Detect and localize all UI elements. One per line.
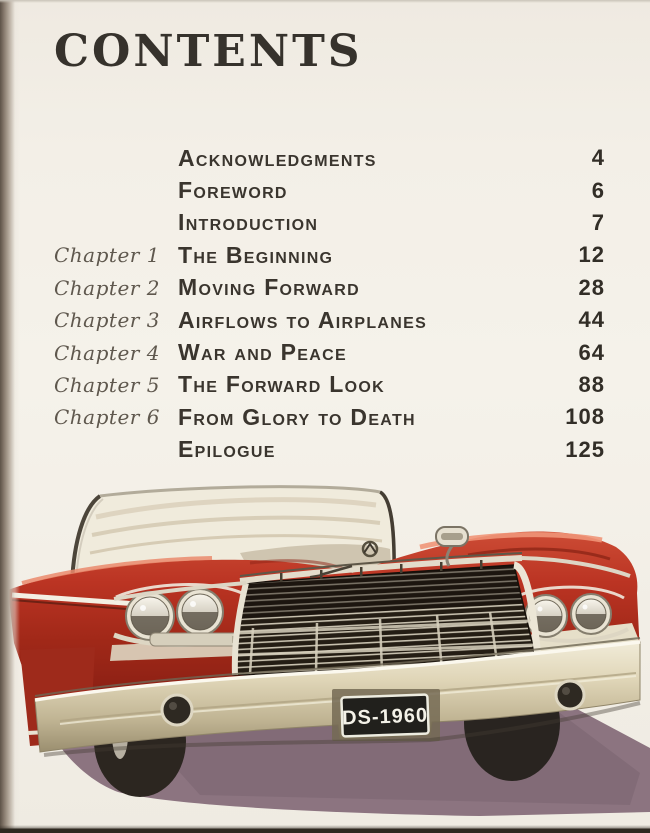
book-spine-shadow	[0, 0, 20, 833]
toc-chapter-label: Chapter 5	[54, 372, 160, 397]
left-parking-lamp	[162, 695, 192, 725]
toc-row	[54, 401, 605, 433]
toc-row	[54, 207, 605, 239]
toc-page-number: 6	[591, 177, 605, 203]
toc-page-number: 7	[591, 209, 605, 235]
toc-chapter-label: Chapter 4	[54, 340, 160, 365]
toc-row	[54, 239, 605, 271]
license-plate	[341, 695, 428, 737]
license-plate-text: DS-1960	[341, 704, 429, 730]
toc-entry-title: Introduction	[178, 209, 319, 236]
toc-chapter-label: Chapter 2	[54, 275, 160, 300]
page-title: CONTENTS	[54, 26, 363, 77]
toc-entry-title: Airflows to Airplanes	[178, 306, 428, 333]
toc-entry-title: Moving Forward	[178, 274, 360, 301]
toc-list	[54, 142, 605, 466]
toc-page-number: 108	[565, 404, 605, 430]
toc-page-number: 28	[578, 274, 605, 300]
car-illustration	[0, 483, 650, 833]
toc-row	[54, 272, 605, 304]
toc-entry-title: War and Peace	[178, 339, 347, 366]
toc-row	[54, 174, 605, 206]
toc-entry-title: From Glory to Death	[178, 403, 416, 430]
toc-page-number: 88	[578, 371, 605, 397]
toc-page-number: 12	[578, 242, 605, 268]
headlight-right-outer	[571, 594, 611, 634]
toc-row	[54, 434, 605, 466]
toc-page-number: 44	[578, 307, 605, 333]
headlight-left-inner	[177, 589, 223, 635]
page-edge-bottom	[0, 825, 650, 833]
toc-chapter-label: Chapter 3	[54, 308, 160, 333]
right-parking-lamp	[556, 681, 584, 709]
toc-chapter-label: Chapter 6	[54, 405, 160, 430]
toc-row	[54, 304, 605, 336]
toc-row	[54, 369, 605, 401]
toc-page-number: 125	[565, 436, 605, 462]
toc-entry-title: Acknowledgments	[178, 144, 377, 171]
toc-entry-title: Foreword	[178, 177, 288, 204]
toc-row	[54, 336, 605, 368]
toc-page-number: 64	[578, 339, 605, 365]
toc-row	[54, 142, 605, 174]
toc-entry-title: The Beginning	[178, 241, 334, 268]
toc-chapter-label: Chapter 1	[54, 243, 160, 268]
toc-page-number: 4	[591, 145, 605, 171]
toc-entry-title: Epilogue	[178, 436, 276, 463]
page-edge-top	[0, 0, 650, 3]
toc-entry-title: The Forward Look	[178, 371, 385, 398]
